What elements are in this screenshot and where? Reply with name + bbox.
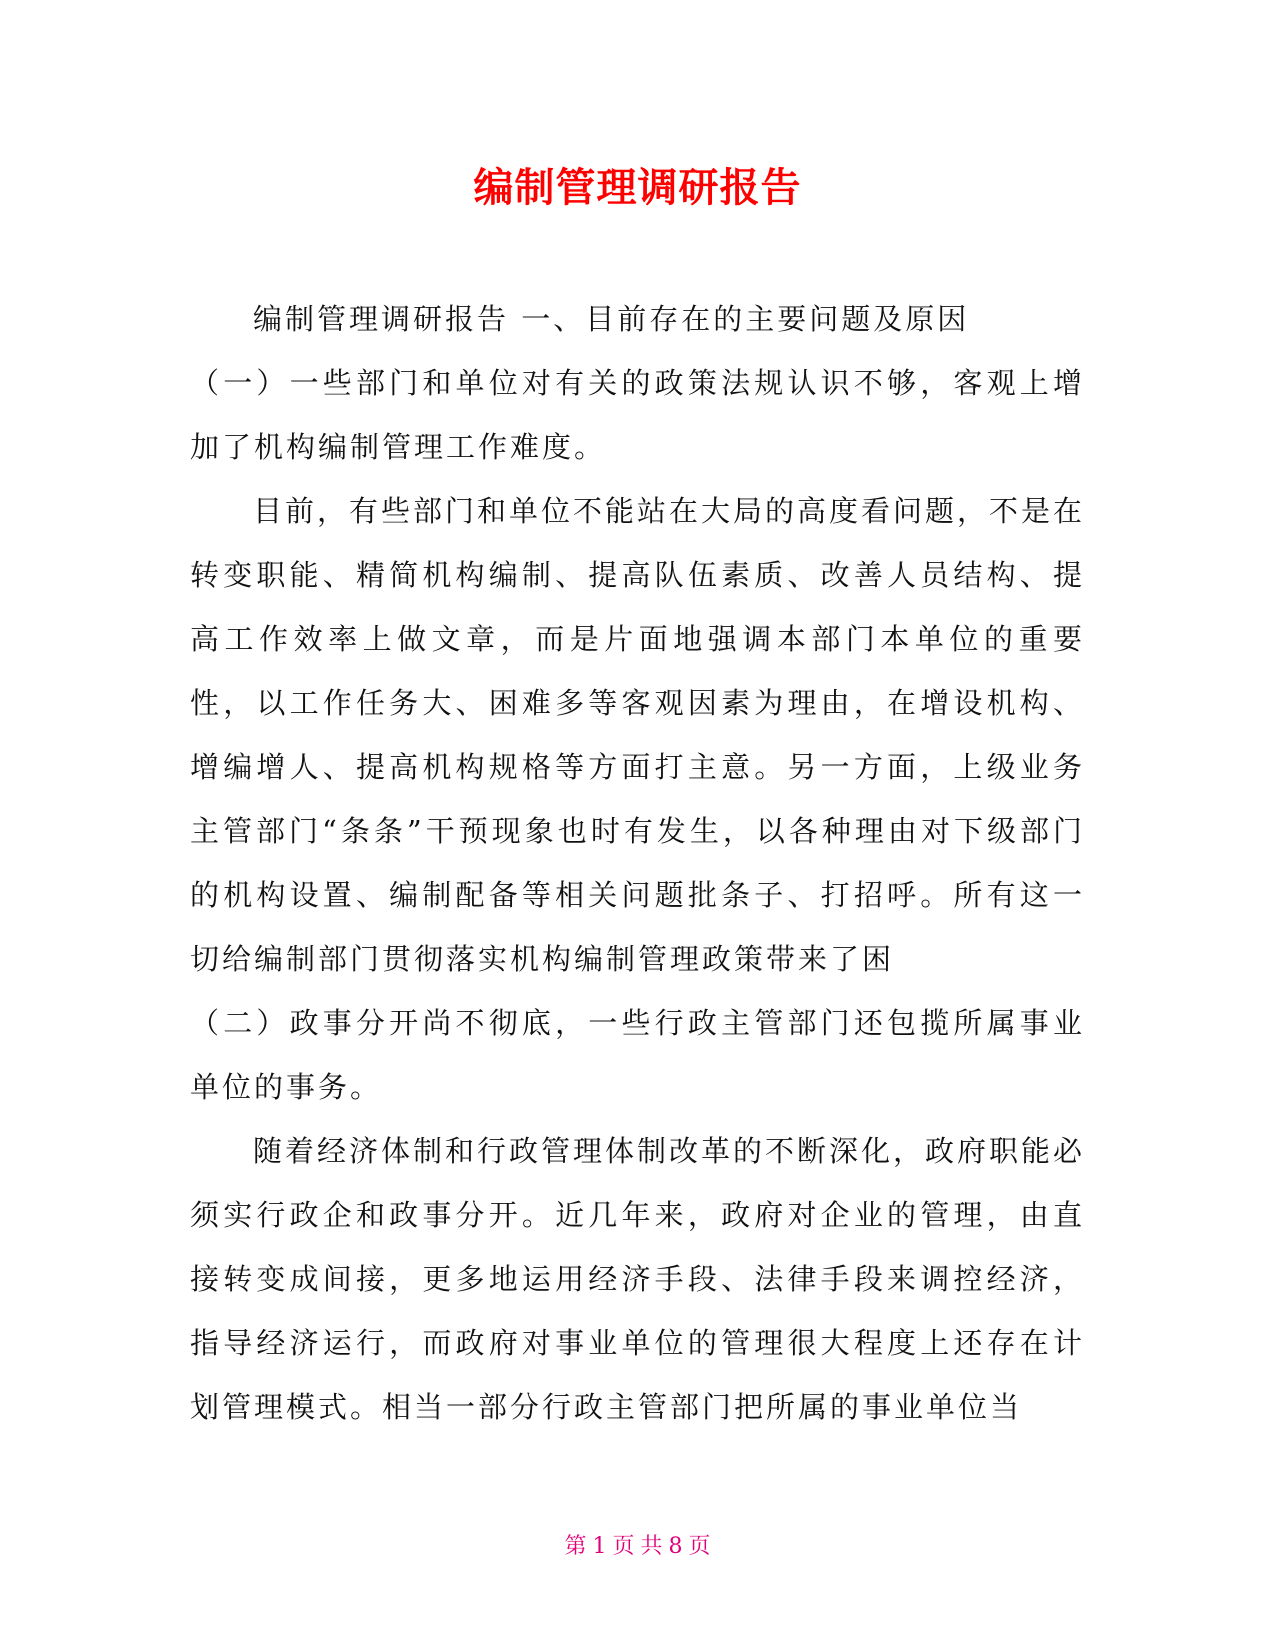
footer-total-prefix: 共 — [640, 1534, 663, 1559]
paragraph-section-two: （二）政事分开尚不彻底，一些行政主管部门还包揽所属事业单位的事务。 — [190, 1006, 1085, 1104]
footer-page-suffix: 页 — [688, 1534, 711, 1559]
footer-current-page: 1 — [592, 1534, 607, 1559]
document-body — [190, 287, 1085, 1439]
footer-page-mid: 页 — [612, 1534, 635, 1559]
document-title: 编制管理调研报告 — [473, 165, 802, 211]
paragraph-heading: 编制管理调研报告 一、目前存在的主要问题及原因 — [253, 302, 970, 336]
paragraph-body-one: 目前，有些部门和单位不能站在大局的高度看问题，不是在转变职能、精简机构编制、提高队伍素质、改善人员结构、提高工作效率上做文章，而是片面地强调本部门本单位的重要性，以工作任务大、困难多等客观因素为理由，在增设机构、增编增人、提高机构规格等方面打主意。另一方面，上级业务主管部门“条条”干预现象也时有发生，以各种理由对下级部门的机构设置、编制配备等相关问题批条子、打招呼。所有这一切给编制部门贯彻落实机构编制管理政策带来了困 — [190, 494, 1086, 976]
footer-total-pages: 8 — [668, 1534, 683, 1559]
page-footer — [0, 1532, 1275, 1562]
paragraph-body-two: 随着经济体制和行政管理体制改革的不断深化，政府职能必须实行政企和政事分开。近几年来，政府对企业的管理，由直接转变成间接，更多地运用经济手段、法律手段来调控经济，指导经济运行，而政府对事业单位的管理很大程度上还存在计划管理模式。相当一部分行政主管部门把所属的事业单位当 — [190, 1134, 1086, 1424]
paragraph-section-one: （一）一些部门和单位对有关的政策法规认识不够，客观上增加了机构编制管理工作难度。 — [190, 366, 1085, 464]
footer-page-prefix: 第 — [564, 1534, 587, 1559]
